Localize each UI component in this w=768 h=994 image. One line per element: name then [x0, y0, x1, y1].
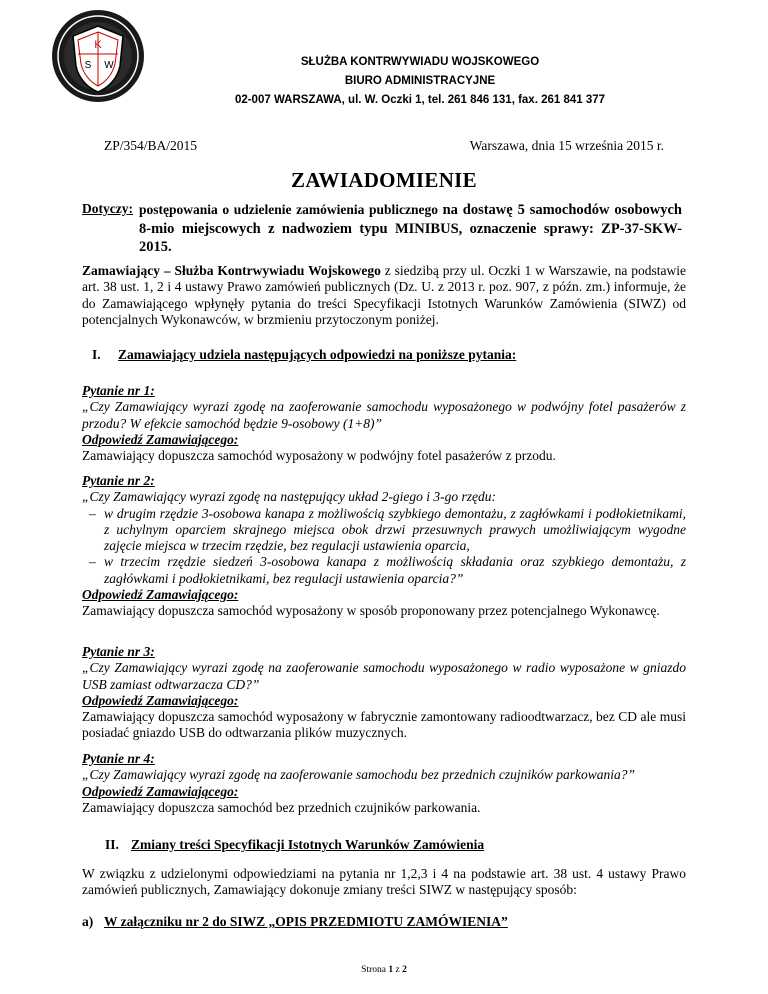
question-block-1: [82, 383, 686, 464]
question-text: „Czy Zamawiający wyrazi zgodę na zaoferowanie samochodu wyposażonego w radio wyposażone w gniazdo USB zamiast odtwarzacza CD?”: [82, 660, 686, 692]
answer-label: Odpowiedź Zamawiającego:: [82, 692, 239, 708]
footer-total-pages: 2: [402, 965, 407, 975]
section-1-heading: [92, 347, 516, 363]
subsection-a-letter: a): [82, 914, 94, 929]
letterhead-org-name: SŁUŻBA KONTRWYWIADU WOJSKOWEGO: [300, 56, 540, 68]
answer-label: Odpowiedź Zamawiającego:: [82, 783, 239, 799]
footer-mid: z: [393, 965, 403, 975]
date-line: Warszawa, dnia 15 września 2015 r.: [469, 138, 664, 153]
footer-prefix: Strona: [361, 965, 389, 975]
regarding-text-b: na dostawę 5 samochodów osobowych 8-mio miejscowych z nadwoziem typu MINIBUS, oznaczenie sprawy: ZP-37-SKW-2015.: [139, 202, 682, 255]
question-block-3: [82, 644, 686, 742]
subsection-a-title: W załączniku nr 2 do SIWZ „OPIS PRZEDMIOTU ZAMÓWIENIA”: [104, 914, 508, 929]
dash-bullet-icon: –: [89, 554, 96, 570]
answer-text: Zamawiający dopuszcza samochód wyposażony w fabrycznie zamontowany radioodtwarzacz, bez CD ale musi posiadać gniazdo USB do odtwarzania plików muzycznych.: [82, 709, 686, 741]
question-label: Pytanie nr 3:: [82, 644, 155, 659]
answer-label: Odpowiedź Zamawiającego:: [82, 587, 239, 603]
question-bullet-list: [82, 506, 686, 587]
section-2-paragraph: W związku z udzielonymi odpowiedziami na pytania nr 1,2,3 i 4 na podstawie art. 38 ust. 4 ustawy Prawo zamówień publicznych, Zamawiający dokonuje zmiany treści SIWZ w następujący sposób:: [82, 866, 686, 898]
subsection-a-heading: [82, 914, 508, 930]
document-title: ZAWIADOMIENIE: [291, 168, 477, 192]
list-item-text: w trzecim rzędzie siedzeń 3-osobowa kanapa z możliwością składania oraz szybkiego demontażu, z zagłówkami i podłokietnikami, bez regulacji ustawienia oparcia?”: [104, 554, 686, 586]
list-item: [82, 554, 686, 587]
regarding-text-a: postępowania o udzielenie zamówienia publicznego: [139, 202, 443, 217]
reference-number: ZP/354/BA/2015: [104, 138, 198, 153]
question-label: Pytanie nr 1:: [82, 383, 155, 398]
regarding-text: [139, 201, 682, 257]
page-footer: [0, 965, 768, 975]
answer-text: Zamawiający dopuszcza samochód bez przednich czujników parkowania.: [82, 799, 481, 815]
letterhead-address: 02-007 WARSZAWA, ul. W. Oczki 1, tel. 261 846 131, fax. 261 841 377: [234, 94, 606, 106]
intro-paragraph: [82, 263, 686, 328]
question-block-4: [82, 751, 686, 816]
answer-label: Odpowiedź Zamawiającego:: [82, 431, 239, 447]
answer-text: Zamawiający dopuszcza samochód wyposażony w sposób proponowany przez potencjalnego Wykonawcę.: [82, 603, 660, 619]
section-1-title: Zamawiający udziela następujących odpowiedzi na poniższe pytania:: [118, 347, 517, 362]
footer-page-number: 1: [388, 965, 394, 975]
question-text: „Czy Zamawiający wyrazi zgodę na następujący układ 2-giego i 3-go rzędu:: [82, 489, 496, 505]
question-text: „Czy Zamawiający wyrazi zgodę na zaoferowanie samochodu wyposażonego w podwójny fotel pasażerów z przodu? W efekcie samochód będzie 9-osobowy (1+8)”: [82, 399, 686, 431]
letterhead-department: BIURO ADMINISTRACYJNE: [344, 75, 496, 87]
skw-emblem-logo: [48, 6, 148, 106]
logo-letter-k: K: [94, 39, 102, 51]
answer-text: Zamawiający dopuszcza samochód wyposażony w podwójny fotel pasażerów z przodu.: [82, 448, 556, 464]
intro-rest: z siedzibą przy ul. Oczki 1 w Warszawie, na podstawie art. 38 ust. 1, 2 i 4 ustawy Prawo zamówień publicznych (Dz. U. z 2013 r. poz. 907, z późn. zm.) informuje, że do Zamawiającego wpłynęły pytania do treści Specyfikacji Istotnych Warunków Zamówienia (SIWZ) od potencjalnych Wykonawców, w brzmieniu przytoczonym poniżej.: [82, 263, 686, 327]
question-label: Pytanie nr 2:: [82, 473, 155, 488]
regarding-label: Dotyczy:: [82, 201, 133, 216]
list-item-text: w drugim rzędzie 3-osobowa kanapa z możliwością szybkiego demontażu, z zagłówkami i podłokietnikami, z uchylnym oparciem skrajnego miejsca obok drzwi przesuwnych prawych umożliwiającym wygodne zajęcie miejsca w trzecim rzędzie, bez regulacji ustawienia oparcia,: [104, 505, 686, 554]
logo-letter-s: S: [84, 60, 92, 71]
question-label: Pytanie nr 4:: [82, 751, 155, 766]
intro-bold: Zamawiający – Służba Kontrwywiadu Wojskowego: [82, 263, 381, 278]
list-item: [82, 506, 686, 555]
section-1-number: I.: [92, 347, 101, 362]
letterhead: [170, 53, 670, 110]
section-2-heading: [105, 837, 484, 853]
section-2-title: Zmiany treści Specyfikacji Istotnych Warunków Zamówienia: [131, 837, 485, 852]
dash-bullet-icon: –: [89, 505, 96, 521]
question-block-2: [82, 473, 686, 620]
logo-letter-w: W: [104, 60, 114, 71]
section-2-number: II.: [105, 837, 119, 852]
question-text: „Czy Zamawiający wyrazi zgodę na zaoferowanie samochodu bez przednich czujników parkowania?”: [82, 767, 635, 783]
